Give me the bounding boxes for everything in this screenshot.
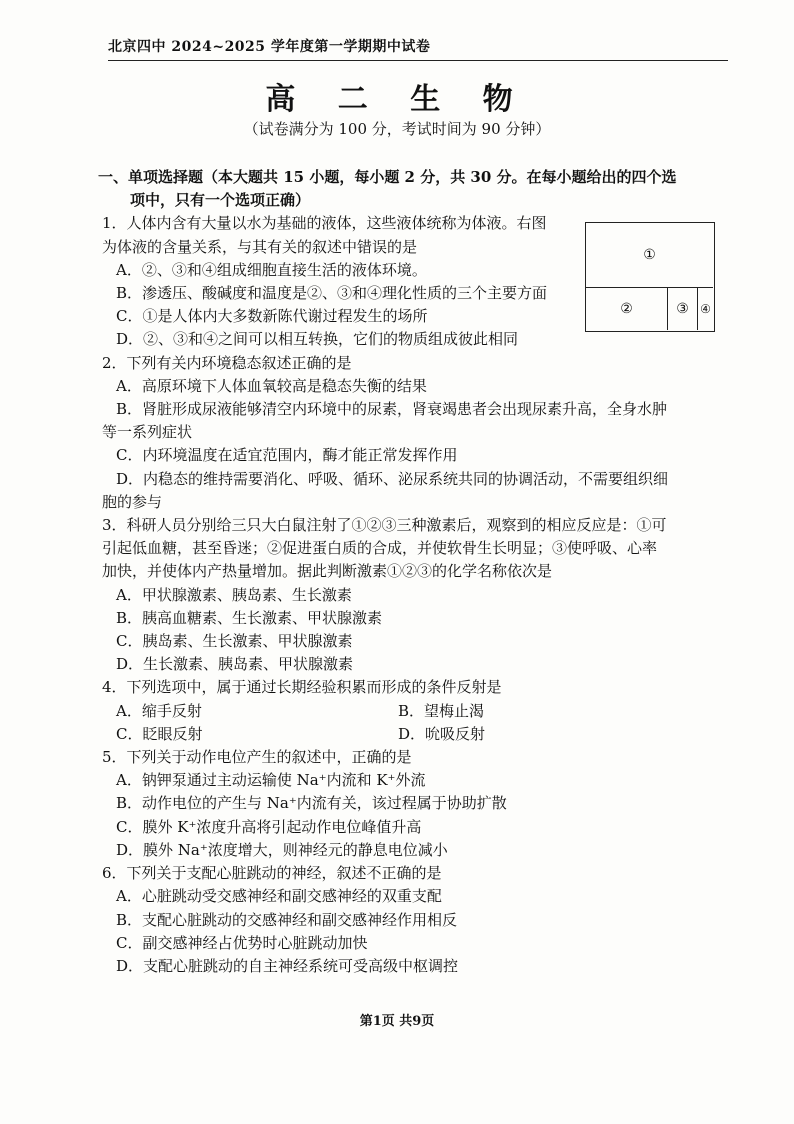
- question-3: [98, 514, 722, 676]
- diagram-box-4: ④: [700, 302, 711, 316]
- option-a: A．高原环境下人体血氧较高是稳态失衡的结果: [116, 376, 427, 395]
- option-c: C．眨眼反射: [116, 724, 203, 743]
- question-6: [98, 862, 722, 978]
- option-c: C．①是人体内大多数新陈代谢过程发生的场所: [116, 307, 428, 326]
- option-d: D．膜外 Na⁺浓度增大，则神经元的静息电位减小: [116, 840, 448, 859]
- option-b: B．渗透压、酸碱度和温度是②、③和④理化性质的三个主要方面: [116, 284, 548, 303]
- exam-header: 北京四中 2024~2025 学年度第一学期期中试卷: [108, 36, 728, 61]
- option-a: A．心脏跳动受交感神经和副交感神经的双重支配: [116, 887, 442, 906]
- option-a: A．缩手反射: [116, 701, 202, 720]
- question-stem: 3．科研人员分别给三只大白鼠注射了①②③三种激素后，观察到的相应反应是：①可: [102, 516, 667, 535]
- option-d: D．支配心脏跳动的自主神经系统可受高级中枢调控: [116, 956, 459, 975]
- option-a: A．甲状腺激素、胰岛素、生长激素: [116, 585, 352, 604]
- option-row: [98, 700, 722, 723]
- page-number: 第1页 共9页: [359, 1014, 435, 1029]
- question-5: [98, 746, 722, 862]
- option-a: A．②、③和④组成细胞直接生活的液体环境。: [116, 260, 427, 279]
- diagram-box-3: ③: [668, 288, 698, 330]
- question-stem: 加快，并使体内产热量增加。据此判断激素①②③的化学名称依次是: [102, 562, 553, 581]
- option-d: D．生长激素、胰岛素、甲状腺激素: [116, 655, 354, 674]
- question-stem: 6．下列关于支配心脏跳动的神经，叙述不正确的是: [102, 864, 442, 883]
- question-stem: 5．下列关于动作电位产生的叙述中，正确的是: [102, 748, 412, 767]
- option-c: C．副交感神经占优势时心脏跳动加快: [116, 933, 368, 952]
- option-b: B．望梅止渴: [398, 701, 485, 720]
- option-c: C．膜外 K⁺浓度升高将引起动作电位峰值升高: [116, 817, 422, 836]
- option-b: B．肾脏形成尿液能够清空内环境中的尿素，肾衰竭患者会出现尿素升高，全身水肿: [116, 400, 668, 419]
- option-b: B．支配心脏跳动的交感神经和副交感神经作用相反: [116, 910, 458, 929]
- exam-title: 高 二 生 物: [265, 82, 529, 117]
- option-d: D．内稳态的维持需要消化、呼吸、循环、泌尿系统共同的协调活动，不需要组织细: [116, 469, 669, 488]
- option-c: C．胰岛素、生长激素、甲状腺激素: [116, 632, 353, 651]
- question-stem: 引起低血糖，甚至昏迷；②促进蛋白质的合成，并使软骨生长明显；③使呼吸、心率: [102, 539, 658, 558]
- question-stem: 1．人体内含有大量以水为基础的液体，这些液体统称为体液。右图: [102, 214, 547, 233]
- diagram-box-2: ②: [586, 288, 668, 330]
- option-c: C．内环境温度在适宜范围内，酶才能正常发挥作用: [116, 446, 458, 465]
- section-heading-cont: 项中，只有一个选项正确）: [130, 191, 311, 210]
- option-d-cont: 胞的参与: [102, 492, 163, 511]
- question-stem: 2．下列有关内环境稳态叙述正确的是: [102, 353, 352, 372]
- option-b: B．胰高血糖素、生长激素、甲状腺激素: [116, 608, 383, 627]
- option-row: [98, 723, 722, 746]
- question-1: [98, 212, 722, 351]
- option-b-cont: 等一系列症状: [102, 423, 193, 442]
- question-4: [98, 676, 722, 746]
- option-d: D．②、③和④之间可以相互转换，它们的物质组成彼此相同: [116, 330, 519, 349]
- option-b: B．动作电位的产生与 Na⁺内流有关，该过程属于协助扩散: [116, 794, 507, 813]
- option-d: D．吮吸反射: [398, 724, 486, 743]
- question-stem: 为体液的含量关系，与其有关的叙述中错误的是: [102, 237, 418, 256]
- diagram-box-1: ①: [586, 223, 713, 288]
- question-stem: 4．下列选项中，属于通过长期经验积累而形成的条件反射是: [102, 678, 502, 697]
- option-a: A．钠钾泵通过主动运输使 Na⁺内流和 K⁺外流: [116, 771, 426, 790]
- question-2: [98, 352, 722, 514]
- exam-subtitle: （试卷满分为 100 分，考试时间为 90 分钟）: [243, 120, 551, 138]
- exam-content: [98, 166, 722, 978]
- section-heading: 一、单项选择题（本大题共 15 小题，每小题 2 分，共 30 分。在每小题给出的四个选: [98, 168, 677, 186]
